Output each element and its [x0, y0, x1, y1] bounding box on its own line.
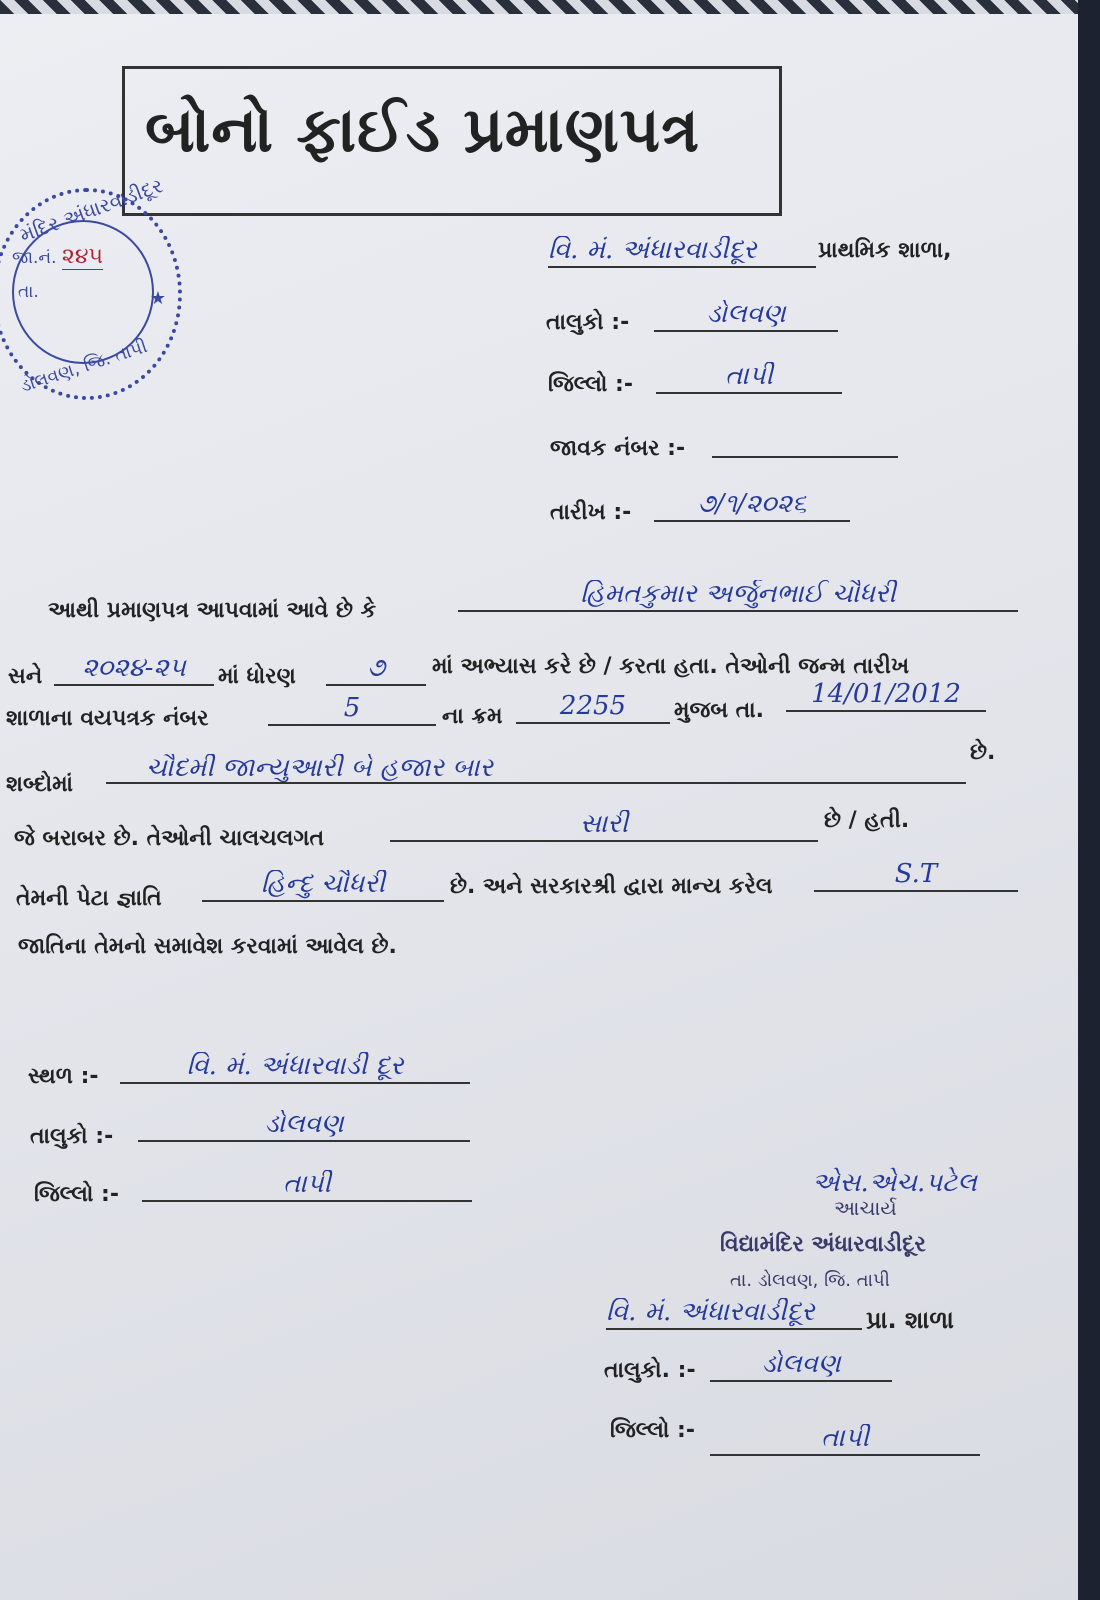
serial-label: ના ક્રમ: [442, 704, 503, 729]
body-intro-text: આથી પ્રમાણપત્ર આપવામાં આવે છે કે: [48, 598, 377, 623]
background-edge: [1078, 0, 1100, 1600]
subcaste-suffix: છે. અને સરકારશ્રી દ્વારા માન્ય કરેલ: [450, 874, 773, 899]
header-district-value: તાપી: [656, 362, 842, 394]
year-prefix: સને: [8, 664, 43, 689]
footer-place-label: સ્થળ :-: [28, 1064, 99, 1089]
study-status-text: માં અભ્યાસ કરે છે / કરતા હતા. તેઓની જન્મ તારીખ: [432, 654, 910, 679]
register-label: શાળાના વયપત્રક નંબર: [6, 706, 209, 731]
header-school-name: વિ. મં. અંધારવાડીદૂર: [548, 236, 816, 268]
school-round-stamp: [0, 172, 182, 400]
stamp-date-label: તા.: [18, 282, 39, 302]
header-outward-label: જાવક નંબર :-: [550, 436, 686, 461]
register-number: 5: [268, 694, 436, 726]
footer-district-label: જિલ્લો :-: [34, 1182, 119, 1207]
header-date-label: તારીખ :-: [550, 500, 632, 525]
header-outward-value: [712, 426, 898, 458]
footer-taluka-value: ડોલવણ: [138, 1110, 470, 1142]
footer-right-taluka-label: તાલુકો. :-: [604, 1358, 696, 1383]
serial-number: 2255: [516, 692, 670, 724]
principal-title: આચાર્ય: [834, 1196, 897, 1220]
footer-school-name: વિ. મં. અંધારવાડીદૂર: [606, 1298, 862, 1330]
stamp-bottom-text: ડોલવણ, જિ. તાપી: [17, 336, 151, 397]
student-name: હિમતકુમાર અર્જુનભાઈ ચૌધરી: [458, 580, 1018, 612]
conduct-suffix: છે / હતી.: [824, 808, 910, 833]
footer-district-value: તાપી: [142, 1170, 472, 1202]
star-icon: ★: [149, 288, 166, 309]
footer-place-value: વિ. મં. અંધારવાડી દૂર: [120, 1052, 470, 1084]
academic-year: ૨૦૨૪-૨૫: [54, 654, 214, 686]
footer-taluka-label: તાલુકો :-: [30, 1124, 114, 1149]
stamp-number-value: ૨૪૫: [61, 244, 103, 269]
conduct-label: જે બરાબર છે. તેઓની ચાલચલગત: [14, 826, 325, 851]
words-suffix: છે.: [970, 740, 996, 765]
header-taluka-value: ડોલવણ: [654, 300, 838, 332]
footer-right-district-label: જિલ્લો :-: [610, 1418, 695, 1443]
words-label: શબ્દોમાં: [6, 772, 74, 797]
standard-label: માં ધોરણ: [218, 664, 296, 689]
certificate-title: બોનો ફાઈડ પ્રમાણપત્ર: [145, 93, 701, 166]
birthdate-label: મુજબ તા.: [674, 698, 765, 723]
standard-value: ૭: [326, 654, 426, 686]
birth-date-in-words: ચૌદમી જાન્યુઆરી બે હજાર બાર: [106, 754, 966, 784]
header-date-value: ૭/૧/૨૦૨૬: [654, 490, 850, 522]
caste-category: S.T: [814, 860, 1018, 892]
principal-signature: એસ.એચ.પટેલ: [812, 1168, 977, 1198]
stamp-number: [12, 244, 103, 269]
conduct-value: સારી: [390, 810, 818, 842]
stamp-school-name: વિદ્યામંદિર અંધારવાડીદૂર: [720, 1232, 926, 1257]
stamp-number-label: જા.નં.: [12, 248, 57, 268]
inclusion-text: જાતિના તેમનો સમાવેશ કરવામાં આવેલ છે.: [18, 934, 397, 959]
birth-date: 14/01/2012: [786, 680, 986, 712]
header-taluka-label: તાલુકો :-: [546, 310, 630, 335]
footer-school-type: પ્રા. શાળા: [866, 1306, 954, 1334]
top-border-pattern: [0, 0, 1080, 14]
header-school-type: પ્રાથમિક શાળા,: [818, 238, 952, 263]
subcaste-value: હિન્દુ ચૌધરી: [202, 870, 444, 902]
stamp-top-text: મંદિર અંધારવાડીદૂર: [16, 172, 167, 248]
footer-right-taluka-value: ડોલવણ: [710, 1350, 892, 1382]
stamp-address: તા. ડોલવણ, જિ. તાપી: [730, 1270, 890, 1291]
title-box: [122, 66, 782, 216]
header-district-label: જિલ્લો :-: [548, 372, 633, 397]
footer-right-district-value: તાપી: [710, 1424, 980, 1456]
subcaste-label: તેમની પેટા જ્ઞાતિ: [16, 886, 162, 911]
